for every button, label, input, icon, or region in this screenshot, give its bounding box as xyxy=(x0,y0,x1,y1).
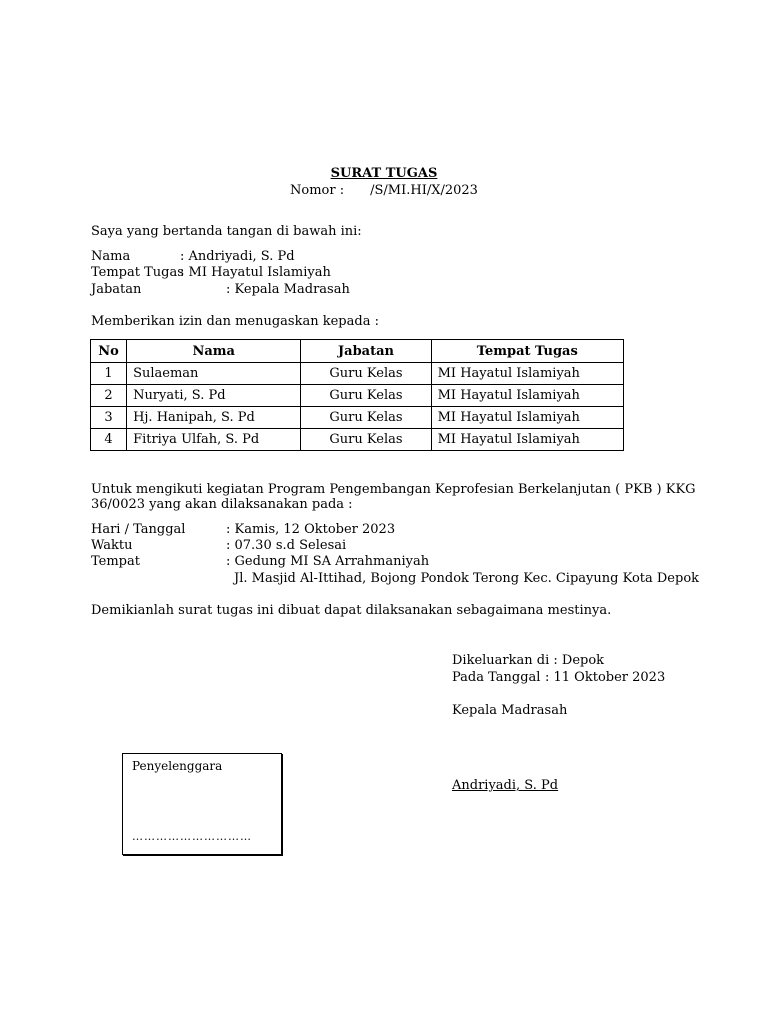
assignee-table xyxy=(90,339,624,451)
signer-position: Kepala Madrasah xyxy=(452,703,568,718)
signer-tempat-value: : MI Hayatul Islamiyah xyxy=(180,265,331,280)
event-address: Jl. Masjid Al-Ittihad, Bojong Pondok Terong Kec. Cipayung Kota Depok xyxy=(234,571,700,586)
issued-date-row xyxy=(452,670,666,686)
event-hari-row xyxy=(91,522,396,538)
cell-no: 2 xyxy=(91,385,127,407)
header-nama: Nama xyxy=(127,340,301,363)
cell-nama: Sulaeman xyxy=(127,363,301,385)
signer-jabatan-value: : Kepala Madrasah xyxy=(226,282,350,297)
issued-place: Dikeluarkan di : Depok xyxy=(452,653,605,668)
cell-no: 3 xyxy=(91,407,127,429)
closing-text: Demikianlah surat tugas ini dibuat dapat dilaksanakan sebagaimana mestinya. xyxy=(91,603,612,618)
event-tempat-value: : Gedung MI SA Arrahmaniyah xyxy=(226,554,430,569)
signer-name: Andriyadi, S. Pd xyxy=(452,778,559,793)
header-tempat: Tempat Tugas xyxy=(431,340,623,363)
cell-tempat: MI Hayatul Islamiyah xyxy=(431,385,623,407)
event-tempat-label: Tempat xyxy=(91,554,140,569)
header-no: No xyxy=(91,340,127,363)
document-number xyxy=(0,183,768,199)
cell-nama: Hj. Hanipah, S. Pd xyxy=(127,407,301,429)
cell-tempat: MI Hayatul Islamiyah xyxy=(431,429,623,451)
cell-jabatan: Guru Kelas xyxy=(301,429,431,451)
cell-no: 1 xyxy=(91,363,127,385)
cell-tempat: MI Hayatul Islamiyah xyxy=(431,407,623,429)
issued-date-label: Pada Tanggal xyxy=(452,670,541,685)
event-hari-label: Hari / Tanggal xyxy=(91,522,186,537)
signer-jabatan-label: Jabatan xyxy=(91,282,142,297)
table-row xyxy=(91,429,624,451)
signer-nama-value: : Andriyadi, S. Pd xyxy=(180,249,295,264)
cell-nama: Fitriya Ulfah, S. Pd xyxy=(127,429,301,451)
organizer-title: Penyelenggara xyxy=(132,759,223,773)
signer-jabatan-row xyxy=(91,282,350,298)
table-row xyxy=(91,363,624,385)
cell-jabatan: Guru Kelas xyxy=(301,385,431,407)
issued-date-value: : 11 Oktober 2023 xyxy=(545,670,666,685)
event-waktu-row xyxy=(91,538,347,554)
event-hari-value: : Kamis, 12 Oktober 2023 xyxy=(226,522,396,537)
event-tempat-row xyxy=(91,554,430,570)
signer-tempat-label: Tempat Tugas xyxy=(91,265,184,280)
cell-jabatan: Guru Kelas xyxy=(301,363,431,385)
assign-text: Memberikan izin dan menugaskan kepada : xyxy=(91,314,379,329)
cell-nama: Nuryati, S. Pd xyxy=(127,385,301,407)
document-title: SURAT TUGAS xyxy=(330,166,438,181)
signer-nama-row xyxy=(91,249,295,265)
header-jabatan: Jabatan xyxy=(301,340,431,363)
signer-tempat-row xyxy=(91,265,331,281)
event-waktu-value: : 07.30 s.d Selesai xyxy=(226,538,347,553)
cell-tempat: MI Hayatul Islamiyah xyxy=(431,363,623,385)
organizer-box xyxy=(122,753,282,855)
nomor-label: Nomor : xyxy=(290,183,345,198)
organizer-signature-line: ………………………… xyxy=(132,830,252,843)
purpose-line-1: Untuk mengikuti kegiatan Program Pengembangan Keprofesian Berkelanjutan ( PKB ) KKG xyxy=(91,482,696,497)
table-row xyxy=(91,385,624,407)
signer-nama-label: Nama xyxy=(91,249,131,264)
intro-text: Saya yang bertanda tangan di bawah ini: xyxy=(91,224,362,239)
nomor-value: /S/MI.HI/X/2023 xyxy=(370,183,478,198)
cell-no: 4 xyxy=(91,429,127,451)
purpose-line-2: 36/0023 yang akan dilaksanakan pada : xyxy=(91,497,353,512)
table-header-row xyxy=(91,340,624,363)
event-waktu-label: Waktu xyxy=(91,538,133,553)
cell-jabatan: Guru Kelas xyxy=(301,407,431,429)
table-row xyxy=(91,407,624,429)
